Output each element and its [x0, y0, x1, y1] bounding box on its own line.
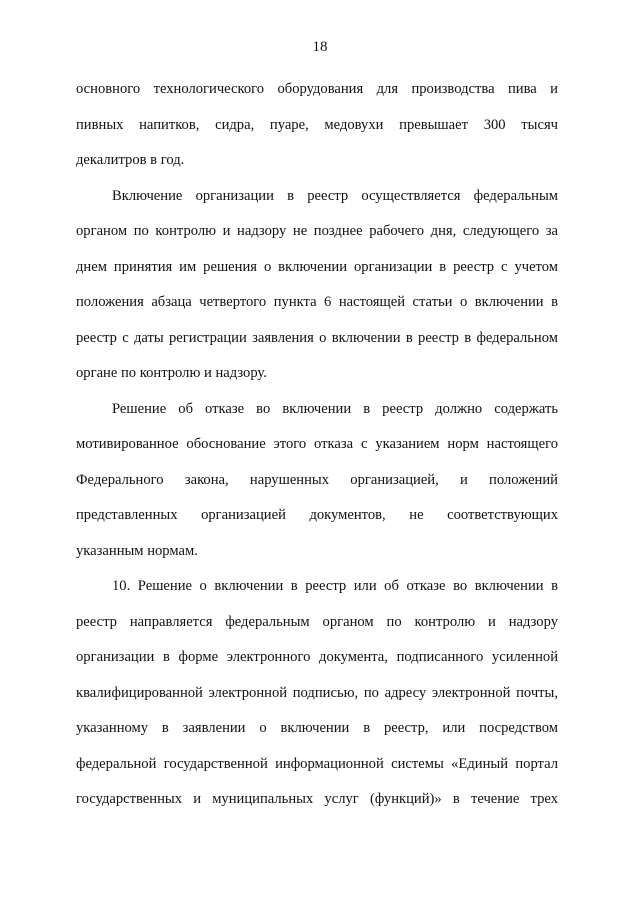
text-line: декалитров в год. [76, 152, 185, 168]
text-line: реестр с даты регистрации заявления о включении в реестр в федеральном [76, 329, 558, 346]
text-line: днем принятия им решения о включении организации в реестр с учетом [76, 258, 558, 275]
paragraph-3 [76, 392, 558, 570]
text-line: указанным нормам. [76, 542, 198, 559]
text-line: Федерального закона, нарушенных организацией, и положений [76, 471, 558, 488]
text-line: организации в форме электронного документа, подписанного усиленной [76, 649, 558, 665]
text-line: представленных организацией документов, не соответствующих [76, 507, 558, 523]
paragraph-2 [76, 179, 558, 392]
page-number: 18 [312, 39, 328, 55]
text-line: Решение об отказе во включении в реестр должно содержать [112, 400, 558, 417]
body-text [76, 72, 558, 818]
text-line: указанному в заявлении о включении в реестр, или посредством [76, 720, 558, 736]
text-line: мотивированное обоснование этого отказа с указанием норм настоящего [76, 436, 558, 452]
text-line: государственных и муниципальных услуг (функций)» в течение трех [76, 791, 558, 807]
text-line: органом по контролю и надзору не позднее рабочего дня, следующего за [76, 223, 558, 239]
text-line: Включение организации в реестр осуществляется федеральным [112, 187, 558, 204]
text-line: 10. Решение о включении в реестр или об отказе во включении в [112, 578, 558, 594]
text-line: пивных напитков, сидра, пуаре, медовухи превышает 300 тысяч [76, 116, 558, 133]
text-line: органе по контролю и надзору. [76, 365, 267, 381]
text-line: реестр направляется федеральным органом по контролю и надзору [76, 613, 558, 630]
paragraph-4 [76, 569, 558, 818]
paragraph-1 [76, 72, 558, 179]
text-line: положения абзаца четвертого пункта 6 настоящей статьи о включении в [76, 294, 558, 310]
text-line: федеральной государственной информационной системы «Единый портал [76, 755, 558, 772]
text-line: квалифицированной электронной подписью, по адресу электронной почты, [76, 684, 558, 701]
text-line: основного технологического оборудования для производства пива и [76, 81, 558, 97]
